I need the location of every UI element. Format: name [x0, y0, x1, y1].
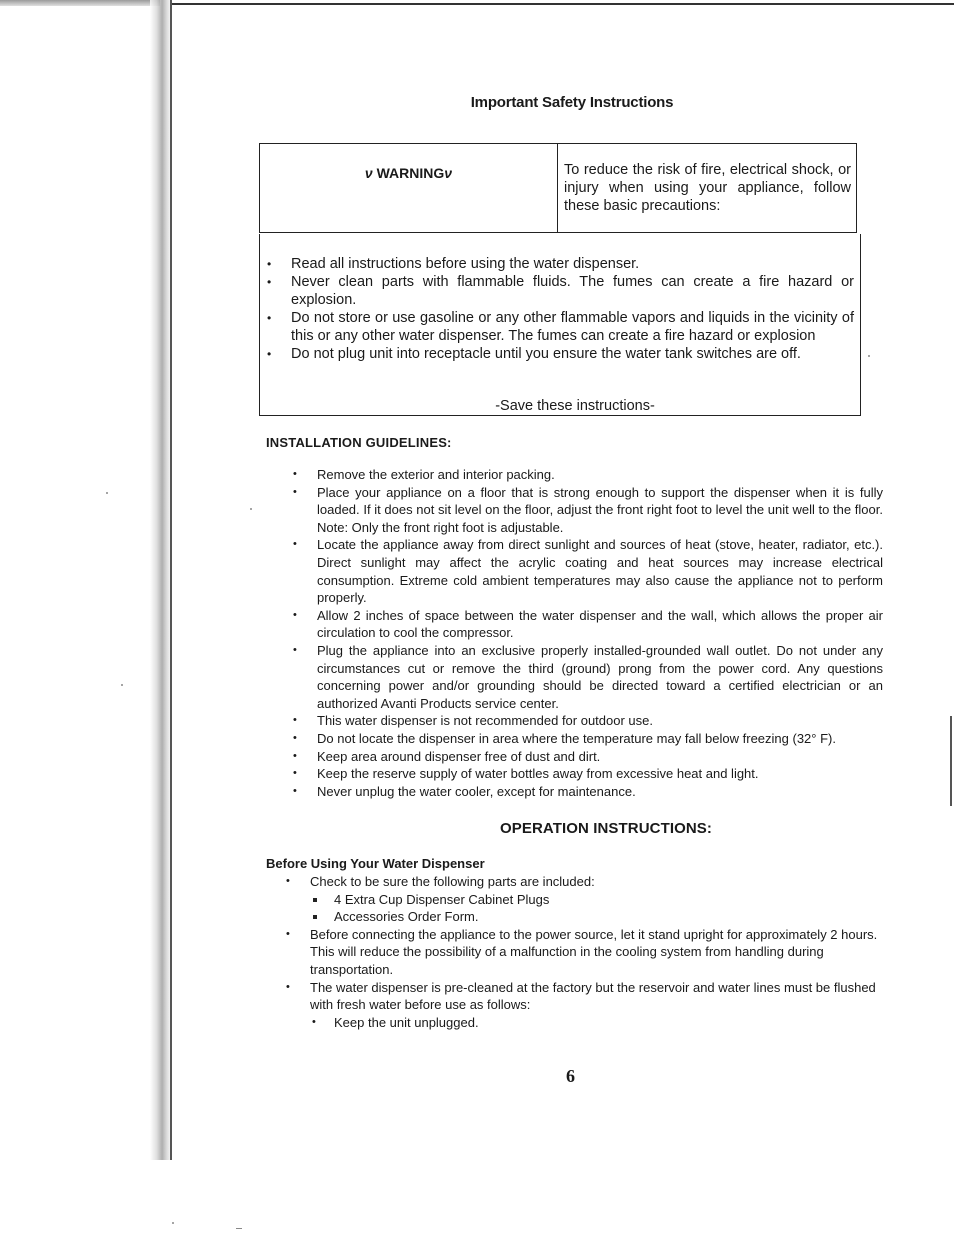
installation-list [317, 466, 883, 800]
part-item: Accessories Order Form. [334, 908, 880, 926]
operation-subheading: Before Using Your Water Dispenser [266, 856, 485, 871]
step-item: • Keep the unit unplugged. [334, 1014, 880, 1032]
warning-box [259, 234, 861, 416]
list-item: • This water dispenser is not recommended for outdoor use. [317, 712, 883, 730]
list-item: • Keep the reserve supply of water bottles away from excessive heat and light. [317, 765, 883, 783]
list-item: • Plug the appliance into an exclusive properly installed-grounded wall outlet. Do not under any circumstances cut or remove the third (ground) prong from the power cord. Any questions concerning power and/or grounding should be directed toward a certified electrician or an authorized Avanti Products service center. [317, 642, 883, 712]
page-title: Important Safety Instructions [470, 94, 674, 111]
list-item: • Never unplug the water cooler, except for maintenance. [317, 783, 883, 801]
warning-item: • Do not store or use gasoline or any other flammable vapors and liquids in the vicinity of this or any other water dispenser. The fumes can create a fire hazard or explosion [291, 309, 854, 345]
margin-mark [950, 716, 952, 806]
scan-speck [172, 1222, 174, 1224]
warning-item: • Do not plug unit into receptacle until you ensure the water tank switches are off. [291, 345, 854, 363]
parts-list [310, 891, 880, 926]
save-instructions-note: -Save these instructions- [495, 398, 655, 414]
list-item: • Keep area around dispenser free of dust and dirt. [317, 748, 883, 766]
scan-speck [868, 355, 870, 357]
warning-bolt-icon: ν [364, 165, 373, 181]
warning-item: • Read all instructions before using the water dispenser. [291, 255, 854, 273]
top-rule [170, 3, 954, 5]
part-item: 4 Extra Cup Dispenser Cabinet Plugs [334, 891, 880, 909]
warning-intro: To reduce the risk of fire, electrical shock, or injury when using your appliance, follow these basic precautions: [564, 162, 851, 214]
warning-list [260, 234, 860, 363]
installation-heading: INSTALLATION GUIDELINES: [266, 435, 452, 450]
warning-bolt-icon: ν [444, 165, 453, 181]
page-number: 6 [566, 1066, 575, 1086]
list-item [310, 873, 880, 926]
list-item: • Locate the appliance away from direct sunlight and sources of heat (stove, heater, radiator, etc.). Direct sunlight may affect the acrylic coating and heat sources may increase electrical consumption. Extreme cold ambient temperatures may also cause the appliance not to perform properly. [317, 536, 883, 606]
steps-list [310, 1014, 880, 1032]
scan-speck [106, 492, 108, 494]
operation-heading: OPERATION INSTRUCTIONS: [499, 820, 713, 837]
list-item: • Remove the exterior and interior packing. [317, 466, 883, 484]
list-item [310, 979, 880, 1032]
warning-item: • Never clean parts with flammable fluids. The fumes can create a fire hazard or explosion. [291, 273, 854, 309]
list-item: • Place your appliance on a floor that is strong enough to support the dispenser when it is fully loaded. If it does not sit level on the floor, adjust the front right foot to level the unit well to the floor. Note: Only the front right foot is adjustable. [317, 484, 883, 537]
binding-edge-line [170, 0, 172, 1160]
scan-speck [121, 684, 123, 686]
binding-shadow [150, 0, 172, 1160]
operation-list [310, 873, 880, 1031]
scan-speck [250, 508, 252, 510]
warning-label: WARNING [376, 165, 445, 181]
warning-label-cell [260, 144, 558, 232]
scan-edge-strip [0, 0, 160, 6]
list-item: • Allow 2 inches of space between the water dispenser and the wall, which allows the proper air circulation to cool the compressor. [317, 607, 883, 642]
scan-speck [236, 1228, 242, 1229]
precleaned-text: The water dispenser is pre-cleaned at the factory but the reservoir and water lines must be flushed with fresh water before use as follows: [310, 979, 876, 1013]
check-parts-text: Check to be sure the following parts are included: [310, 874, 595, 889]
list-item: • Before connecting the appliance to the power source, let it stand upright for approximately 2 hours. This will reduce the possibility of a malfunction in the cooling system from handling during transportation. [310, 926, 880, 979]
warning-header-table [259, 143, 857, 233]
list-item: • Do not locate the dispenser in area where the temperature may fall below freezing (32° F). [317, 730, 883, 748]
